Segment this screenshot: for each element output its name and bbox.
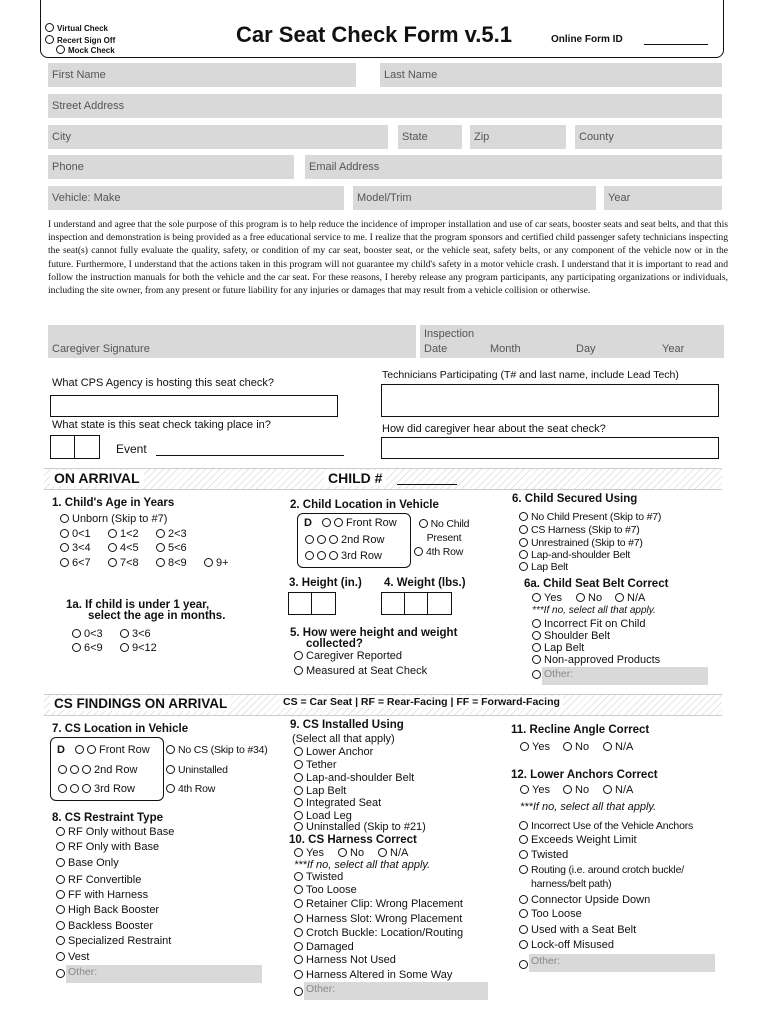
radio-icon [70, 765, 79, 774]
load-leg-option[interactable]: Load Leg [294, 810, 352, 822]
radio-icon [60, 558, 69, 567]
radio-icon [166, 784, 175, 793]
vehicle-make-field[interactable]: Vehicle: Make [48, 186, 344, 210]
age-8-9-option[interactable]: 8<9 [156, 557, 187, 569]
caregiver-reported-option[interactable]: Caregiver Reported [294, 650, 402, 662]
driver-column-label: D [304, 517, 312, 529]
anchors-twisted-option[interactable]: Twisted [519, 849, 568, 861]
radio-icon [294, 651, 303, 660]
vest-option[interactable]: Vest [56, 951, 89, 963]
seatbelt-no-option[interactable]: No [576, 592, 602, 604]
uninstalled-option[interactable]: Uninstalled [166, 764, 228, 776]
incorrect-fit-option[interactable]: Incorrect Fit on Child [532, 618, 645, 630]
street-address-field[interactable]: Street Address [48, 94, 722, 118]
harness-yes-option[interactable]: Yes [294, 847, 324, 859]
backless-booster-option[interactable]: Backless Booster [56, 920, 153, 932]
child-3rd-row-option[interactable]: 3rd Row [305, 550, 382, 562]
online-form-id-label: Online Form ID [551, 34, 623, 45]
radio-icon [108, 558, 117, 567]
cs-driver-column-label: D [57, 744, 65, 756]
radio-icon [156, 529, 165, 538]
radio-icon [419, 519, 428, 528]
technicians-question: Technicians Participating (T# and last name, include Lead Tech) [382, 369, 679, 381]
recert-signoff-radio[interactable]: Recert Sign Off [45, 35, 115, 45]
radio-icon [294, 760, 303, 769]
q9-subtitle: (Select all that apply) [292, 733, 395, 745]
radio-icon [166, 745, 175, 754]
radio-icon [329, 551, 338, 560]
harness-slot-option[interactable]: Harness Slot: Wrong Placement [294, 913, 462, 925]
q12-title: 12. Lower Anchors Correct [511, 769, 658, 781]
radio-icon [563, 742, 572, 751]
radio-icon [329, 535, 338, 544]
q9-title: 9. CS Installed Using [290, 719, 404, 731]
radio-icon [519, 850, 528, 859]
age-3-4-option[interactable]: 3<4 [60, 542, 91, 554]
radio-icon [603, 785, 612, 794]
radio-icon [72, 643, 81, 652]
child-number-label: CHILD # [324, 470, 386, 486]
inspection-date-field[interactable] [420, 325, 724, 358]
secured-lap-belt-option[interactable]: Lap Belt [519, 561, 568, 573]
hear-question: How did caregiver hear about the seat check? [382, 423, 606, 435]
radio-icon [156, 543, 165, 552]
radio-icon [58, 784, 67, 793]
radio-icon [519, 550, 528, 559]
model-trim-field[interactable]: Model/Trim [353, 186, 596, 210]
county-field[interactable]: County [575, 125, 722, 149]
non-approved-products-option[interactable]: Non-approved Products [532, 654, 660, 666]
radio-icon [519, 821, 528, 830]
age-7-8-option[interactable]: 7<8 [108, 557, 139, 569]
anchors-no-option[interactable]: No [563, 784, 589, 796]
radio-icon [322, 518, 331, 527]
mock-check-radio[interactable]: Mock Check [56, 45, 115, 55]
high-back-booster-option[interactable]: High Back Booster [56, 904, 159, 916]
harness-damaged-option[interactable]: Damaged [294, 941, 354, 953]
radio-icon [519, 538, 528, 547]
q4-title: 4. Weight (lbs.) [384, 577, 466, 589]
harness-too-loose-option[interactable]: Too Loose [294, 884, 357, 896]
radio-icon [75, 745, 84, 754]
email-field[interactable]: Email Address [305, 155, 722, 179]
radio-icon [60, 543, 69, 552]
radio-icon [294, 811, 303, 820]
radio-icon [294, 914, 303, 923]
child-4th-row-option[interactable]: 4th Row [414, 546, 463, 558]
secured-no-child-option[interactable]: No Child Present (Skip to #7) [519, 511, 661, 523]
day-label: Day [576, 343, 596, 355]
weight-box-3[interactable] [427, 592, 452, 615]
q1a-title-line1: 1a. If child is under 1 year, [66, 599, 210, 611]
radio-icon [520, 742, 529, 751]
age-0-1-option[interactable]: 0<1 [60, 528, 91, 540]
weight-box-2[interactable] [404, 592, 429, 615]
radio-icon [120, 629, 129, 638]
state-question: What state is this seat check taking place in? [52, 419, 271, 431]
radio-icon [520, 785, 529, 794]
radio-icon [294, 848, 303, 857]
anchors-other-field[interactable]: Other: [529, 954, 715, 972]
radio-icon [532, 670, 541, 679]
recline-yes-option[interactable]: Yes [520, 741, 550, 753]
tether-option[interactable]: Tether [294, 759, 337, 771]
routing-option-line2: harness/belt path) [531, 878, 612, 890]
month-label: Month [490, 343, 521, 355]
radio-icon [294, 798, 303, 807]
radio-icon [294, 885, 303, 894]
radio-icon [108, 543, 117, 552]
anchors-note: ***If no, select all that apply. [520, 801, 657, 813]
harness-na-option[interactable]: N/A [378, 847, 408, 859]
radio-icon [58, 765, 67, 774]
radio-icon [294, 987, 303, 996]
age-5-6-option[interactable]: 5<6 [156, 542, 187, 554]
radio-icon [56, 969, 65, 978]
radio-icon [70, 784, 79, 793]
months-0-3-option[interactable]: 0<3 [72, 628, 103, 640]
integrated-seat-option[interactable]: Integrated Seat [294, 797, 381, 809]
secured-cs-harness-option[interactable]: CS Harness (Skip to #7) [519, 524, 640, 536]
radio-icon [82, 784, 91, 793]
anchors-yes-option[interactable]: Yes [520, 784, 550, 796]
no-cs-option[interactable]: No CS (Skip to #34) [166, 744, 268, 756]
recline-na-option[interactable]: N/A [603, 741, 633, 753]
cs-front-row-option[interactable]: Front Row [75, 744, 150, 756]
radio-icon [60, 514, 69, 523]
radio-icon [120, 643, 129, 652]
radio-icon [56, 905, 65, 914]
q3-title: 3. Height (in.) [289, 577, 362, 589]
child-front-row-option[interactable]: Front Row [322, 517, 397, 529]
no-child-present-option[interactable]: No Child Present [414, 517, 474, 545]
harness-not-used-option[interactable]: Harness Not Used [294, 954, 396, 966]
routing-option[interactable]: Routing (i.e. around crotch buckle/ [519, 864, 684, 876]
radio-icon [294, 942, 303, 951]
radio-icon [532, 619, 541, 628]
radio-icon [294, 955, 303, 964]
recline-no-option[interactable]: No [563, 741, 589, 753]
age-9-plus-option[interactable]: 9+ [204, 557, 229, 569]
radio-icon [519, 865, 528, 874]
technicians-input[interactable] [381, 384, 719, 417]
radio-icon [56, 45, 65, 54]
child-number-line[interactable] [397, 484, 457, 485]
radio-icon [519, 835, 528, 844]
harness-no-option[interactable]: No [338, 847, 364, 859]
radio-icon [56, 827, 65, 836]
radio-icon [56, 936, 65, 945]
anchors-na-option[interactable]: N/A [603, 784, 633, 796]
q7-title: 7. CS Location in Vehicle [52, 723, 189, 735]
radio-icon [294, 872, 303, 881]
findings-legend: CS = Car Seat | RF = Rear-Facing | FF = Forward-Facing [280, 696, 563, 708]
radio-icon [56, 921, 65, 930]
height-box-2[interactable] [311, 592, 336, 615]
phone-field[interactable]: Phone [48, 155, 294, 179]
radio-icon [56, 952, 65, 961]
radio-icon [87, 745, 96, 754]
q6a-title: 6a. Child Seat Belt Correct [524, 578, 669, 590]
agency-question: What CPS Agency is hosting this seat check? [52, 377, 274, 389]
radio-icon [519, 562, 528, 571]
seatbelt-yes-option[interactable]: Yes [532, 592, 562, 604]
incorrect-anchor-use-option[interactable]: Incorrect Use of the Vehicle Anchors [519, 820, 693, 832]
radio-icon [294, 747, 303, 756]
radio-icon [305, 535, 314, 544]
caregiver-signature-label: Caregiver Signature [52, 343, 150, 355]
radio-icon [156, 558, 165, 567]
rf-only-without-base-option[interactable]: RF Only without Base [56, 826, 174, 838]
specialized-restraint-option[interactable]: Specialized Restraint [56, 935, 171, 947]
lock-off-misused-option[interactable]: Lock-off Misused [519, 939, 614, 951]
radio-icon [519, 895, 528, 904]
q6-title: 6. Child Secured Using [512, 493, 638, 505]
crotch-buckle-option[interactable]: Crotch Buckle: Location/Routing [294, 927, 463, 939]
q11-title: 11. Recline Angle Correct [511, 724, 650, 736]
radio-icon [294, 822, 303, 831]
radio-icon [204, 558, 213, 567]
radio-icon [294, 899, 303, 908]
radio-icon [519, 909, 528, 918]
radio-icon [317, 551, 326, 560]
hear-input[interactable] [381, 437, 719, 459]
state-box-1[interactable] [50, 435, 76, 459]
harness-twisted-option[interactable]: Twisted [294, 871, 343, 883]
zip-field[interactable]: Zip [470, 125, 566, 149]
lap-belt-option[interactable]: Lap Belt [532, 642, 584, 654]
ff-with-harness-option[interactable]: FF with Harness [56, 889, 148, 901]
first-name-field[interactable]: First Name [48, 63, 356, 87]
installed-lap-shoulder-option[interactable]: Lap-and-shoulder Belt [294, 772, 414, 784]
q5-title-line2: collected? [306, 638, 363, 650]
measured-option[interactable]: Measured at Seat Check [294, 665, 427, 677]
on-arrival-title: ON ARRIVAL [50, 470, 144, 486]
installed-lap-belt-option[interactable]: Lap Belt [294, 785, 346, 797]
radio-icon [615, 593, 624, 602]
age-6-7-option[interactable]: 6<7 [60, 557, 91, 569]
harness-other-field[interactable]: Other: [304, 982, 488, 1000]
radio-icon [56, 842, 65, 851]
radio-icon [72, 629, 81, 638]
q8-title: 8. CS Restraint Type [52, 812, 163, 824]
q5-title-line1: 5. How were height and weight [290, 627, 458, 639]
age-1-2-option[interactable]: 1<2 [108, 528, 139, 540]
findings-title: CS FINDINGS ON ARRIVAL [50, 696, 231, 711]
q1a-title-line2: select the age in months. [88, 610, 226, 622]
radio-icon [305, 551, 314, 560]
age-4-5-option[interactable]: 4<5 [108, 542, 139, 554]
year-field[interactable]: Year [604, 186, 722, 210]
months-9-12-option[interactable]: 9<12 [120, 642, 157, 654]
q10-title: 10. CS Harness Correct [289, 834, 417, 846]
event-label: Event [116, 442, 147, 456]
q2-title: 2. Child Location in Vehicle [290, 499, 439, 511]
harness-altered-option[interactable]: Harness Altered in Some Way [294, 969, 452, 981]
radio-icon [519, 940, 528, 949]
lower-anchor-option[interactable]: Lower Anchor [294, 746, 373, 758]
radio-icon [317, 535, 326, 544]
radio-icon [82, 765, 91, 774]
radio-icon [294, 970, 303, 979]
seatbelt-na-option[interactable]: N/A [615, 592, 645, 604]
secured-lap-shoulder-option[interactable]: Lap-and-shoulder Belt [519, 549, 630, 561]
page-title: Car Seat Check Form v.5.1 [236, 22, 512, 47]
last-name-field[interactable]: Last Name [380, 63, 722, 87]
installed-uninstalled-option[interactable]: Uninstalled (Skip to #21) [294, 821, 426, 833]
radio-icon [519, 925, 528, 934]
date-label: Date [424, 343, 448, 355]
seatbelt-note: ***If no, select all that apply. [532, 605, 656, 616]
exceeds-weight-option[interactable]: Exceeds Weight Limit [519, 834, 637, 846]
radio-icon [294, 773, 303, 782]
height-box-1[interactable] [288, 592, 313, 615]
radio-icon [56, 858, 65, 867]
radio-icon [294, 928, 303, 937]
age-unborn-option[interactable]: Unborn (Skip to #7) [60, 513, 167, 525]
age-2-3-option[interactable]: 2<3 [156, 528, 187, 540]
radio-icon [532, 655, 541, 664]
anchors-too-loose-option[interactable]: Too Loose [519, 908, 582, 920]
radio-icon [519, 960, 528, 969]
radio-icon [60, 529, 69, 538]
state-box-2[interactable] [74, 435, 100, 459]
radio-icon [56, 875, 65, 884]
weight-box-1[interactable] [381, 592, 406, 615]
cs-3rd-row-option[interactable]: 3rd Row [58, 783, 135, 795]
radio-icon [294, 666, 303, 675]
shoulder-belt-option[interactable]: Shoulder Belt [532, 630, 610, 642]
radio-icon [563, 785, 572, 794]
radio-icon [532, 643, 541, 652]
retainer-clip-option[interactable]: Retainer Clip: Wrong Placement [294, 898, 463, 910]
q1-title: 1. Child's Age in Years [52, 497, 175, 509]
connector-upside-down-option[interactable]: Connector Upside Down [519, 894, 650, 906]
radio-icon [532, 593, 541, 602]
year-label: Year [662, 343, 685, 355]
radio-icon [294, 786, 303, 795]
radio-icon [56, 890, 65, 899]
liability-waiver-text: I understand and agree that the sole purpose of this program is to help reduce the incidence of improper installation and use of car seats, booster seats and seat belts, and that this inspection and demonstration is being provided as a free educational service to me. I realize that the program sponsors and certified child passenger safety technicians inspecting the seat(s) cannot fully evaluate the quality, safety, or condition of my car seat, booster seat, or the vehicle seat, safety belts, or any component of the vehicle now or in the future. Furthermore, I understand that the actions taken in this program will not guarantee my child's safety in a motor vehicle crash. I understand that it is important to read and follow the instruction manuals for both the vehicle and the car seat. For these reasons, I hereby release any program participants, any participating organizations or individuals, including the site owner, from any present or future liability for any injuries or damages that may result from a vehicle collision or otherwise. [48, 219, 728, 297]
radio-icon [519, 525, 528, 534]
state-field[interactable]: State [398, 125, 462, 149]
online-form-id-line[interactable] [644, 44, 708, 45]
rf-convertible-option[interactable]: RF Convertible [56, 874, 141, 886]
months-3-6-option[interactable]: 3<6 [120, 628, 151, 640]
radio-icon [378, 848, 387, 857]
arrival-other-field[interactable]: Other: [542, 667, 708, 685]
virtual-check-radio[interactable]: Virtual Check [45, 23, 108, 33]
inspection-label: Inspection [424, 328, 475, 340]
radio-icon [166, 765, 175, 774]
harness-note: ***If no, select all that apply. [294, 859, 431, 871]
radio-icon [603, 742, 612, 751]
radio-icon [576, 593, 585, 602]
radio-icon [45, 23, 54, 32]
radio-icon [108, 529, 117, 538]
city-field[interactable]: City [48, 125, 388, 149]
radio-icon [519, 512, 528, 521]
base-only-option[interactable]: Base Only [56, 857, 119, 869]
agency-input[interactable] [50, 395, 338, 417]
radio-icon [334, 518, 343, 527]
radio-icon [45, 35, 54, 44]
secured-unrestrained-option[interactable]: Unrestrained (Skip to #7) [519, 537, 643, 549]
rf-only-with-base-option[interactable]: RF Only with Base [56, 841, 159, 853]
restraint-other-field[interactable]: Other: [66, 965, 262, 983]
used-with-seat-belt-option[interactable]: Used with a Seat Belt [519, 924, 636, 936]
radio-icon [532, 631, 541, 640]
caregiver-signature-field[interactable] [48, 325, 416, 358]
child-2nd-row-option[interactable]: 2nd Row [305, 534, 384, 546]
months-6-9-option[interactable]: 6<9 [72, 642, 103, 654]
event-line[interactable] [156, 455, 344, 456]
cs-2nd-row-option[interactable]: 2nd Row [58, 764, 137, 776]
cs-4th-row-option[interactable]: 4th Row [166, 783, 215, 795]
radio-icon [338, 848, 347, 857]
radio-icon [414, 547, 423, 556]
